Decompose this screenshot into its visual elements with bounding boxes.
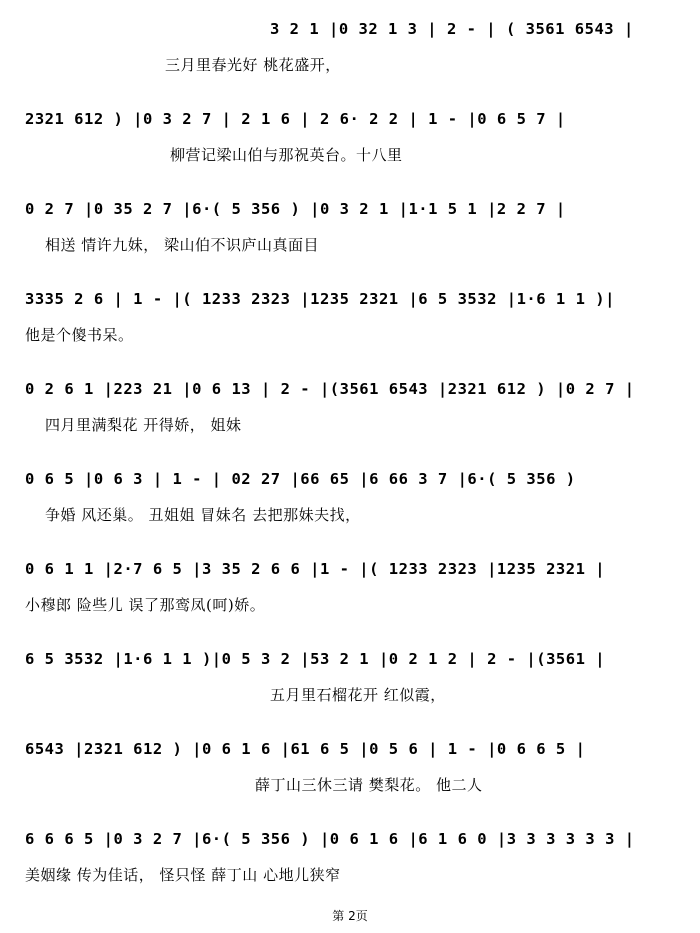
- page-number: 第 2页: [332, 909, 368, 923]
- notation-line: 6543 |2321 612 ) |0 6 1 6 |61 6 5 |0 5 6 | 1 - |0 6 6 5 |: [25, 740, 586, 758]
- notation-line: 3335 2 6 | 1 - |( 1233 2323 |1235 2321 |6 5 3532 |1·6 1 1 )|: [25, 290, 615, 308]
- score-system: [0, 200, 700, 284]
- lyrics-line: 薛丁山三休三请 樊梨花。 他二人: [255, 776, 483, 794]
- score-system: [0, 560, 700, 644]
- score-system: [0, 380, 700, 464]
- score-system: [0, 20, 700, 104]
- lyrics-line: 四月里满梨花 开得娇， 姐妹: [45, 416, 242, 434]
- notation-line: 0 6 5 |0 6 3 | 1 - | 02 27 |66 65 |6 66 3 7 |6·( 5 356 ): [25, 470, 576, 488]
- notation-line: 6 6 6 5 |0 3 2 7 |6·( 5 356 ) |0 6 1 6 |6 1 6 0 |3 3 3 3 3 3 |: [25, 830, 635, 848]
- lyrics-line: 争婚 风还巢。 丑姐姐 冒妹名 去把那妹夫找，: [45, 506, 361, 524]
- lyrics-line: 相送 情许九妹， 梁山伯不识庐山真面目: [45, 236, 320, 254]
- notation-line: 6 5 3532 |1·6 1 1 )|0 5 3 2 |53 2 1 |0 2 1 2 | 2 - |(3561 |: [25, 650, 606, 668]
- lyrics-line: 柳营记梁山伯与那祝英台。十八里: [170, 146, 403, 164]
- score-system: [0, 290, 700, 374]
- lyrics-line: 小穆郎 险些儿 误了那鸾凤(呵)娇。: [25, 596, 266, 614]
- notation-line: 3 2 1 |0 32 1 3 | 2 - | ( 3561 6543 |: [270, 20, 634, 38]
- lyrics-line: 美姻缘 传为佳话， 怪只怪 薛丁山 心地儿狭窄: [25, 866, 341, 884]
- score-system: [0, 830, 700, 914]
- notation-line: 0 6 1 1 |2·7 6 5 |3 35 2 6 6 |1 - |( 1233 2323 |1235 2321 |: [25, 560, 606, 578]
- score-system: [0, 740, 700, 824]
- score-system: [0, 650, 700, 734]
- lyrics-line: 五月里石榴花开 红似霞，: [270, 686, 446, 704]
- notation-line: 0 2 7 |0 35 2 7 |6·( 5 356 ) |0 3 2 1 |1·1 5 1 |2 2 7 |: [25, 200, 566, 218]
- lyrics-line: 他是个傻书呆。: [25, 326, 134, 344]
- notation-line: 2321 612 ) |0 3 2 7 | 2 1 6 | 2 6· 2 2 | 1 - |0 6 5 7 |: [25, 110, 566, 128]
- notation-line: 0 2 6 1 |223 21 |0 6 13 | 2 - |(3561 6543 |2321 612 ) |0 2 7 |: [25, 380, 635, 398]
- score-system: [0, 110, 700, 194]
- score-system: [0, 470, 700, 554]
- lyrics-line: 三月里春光好 桃花盛开，: [165, 56, 341, 74]
